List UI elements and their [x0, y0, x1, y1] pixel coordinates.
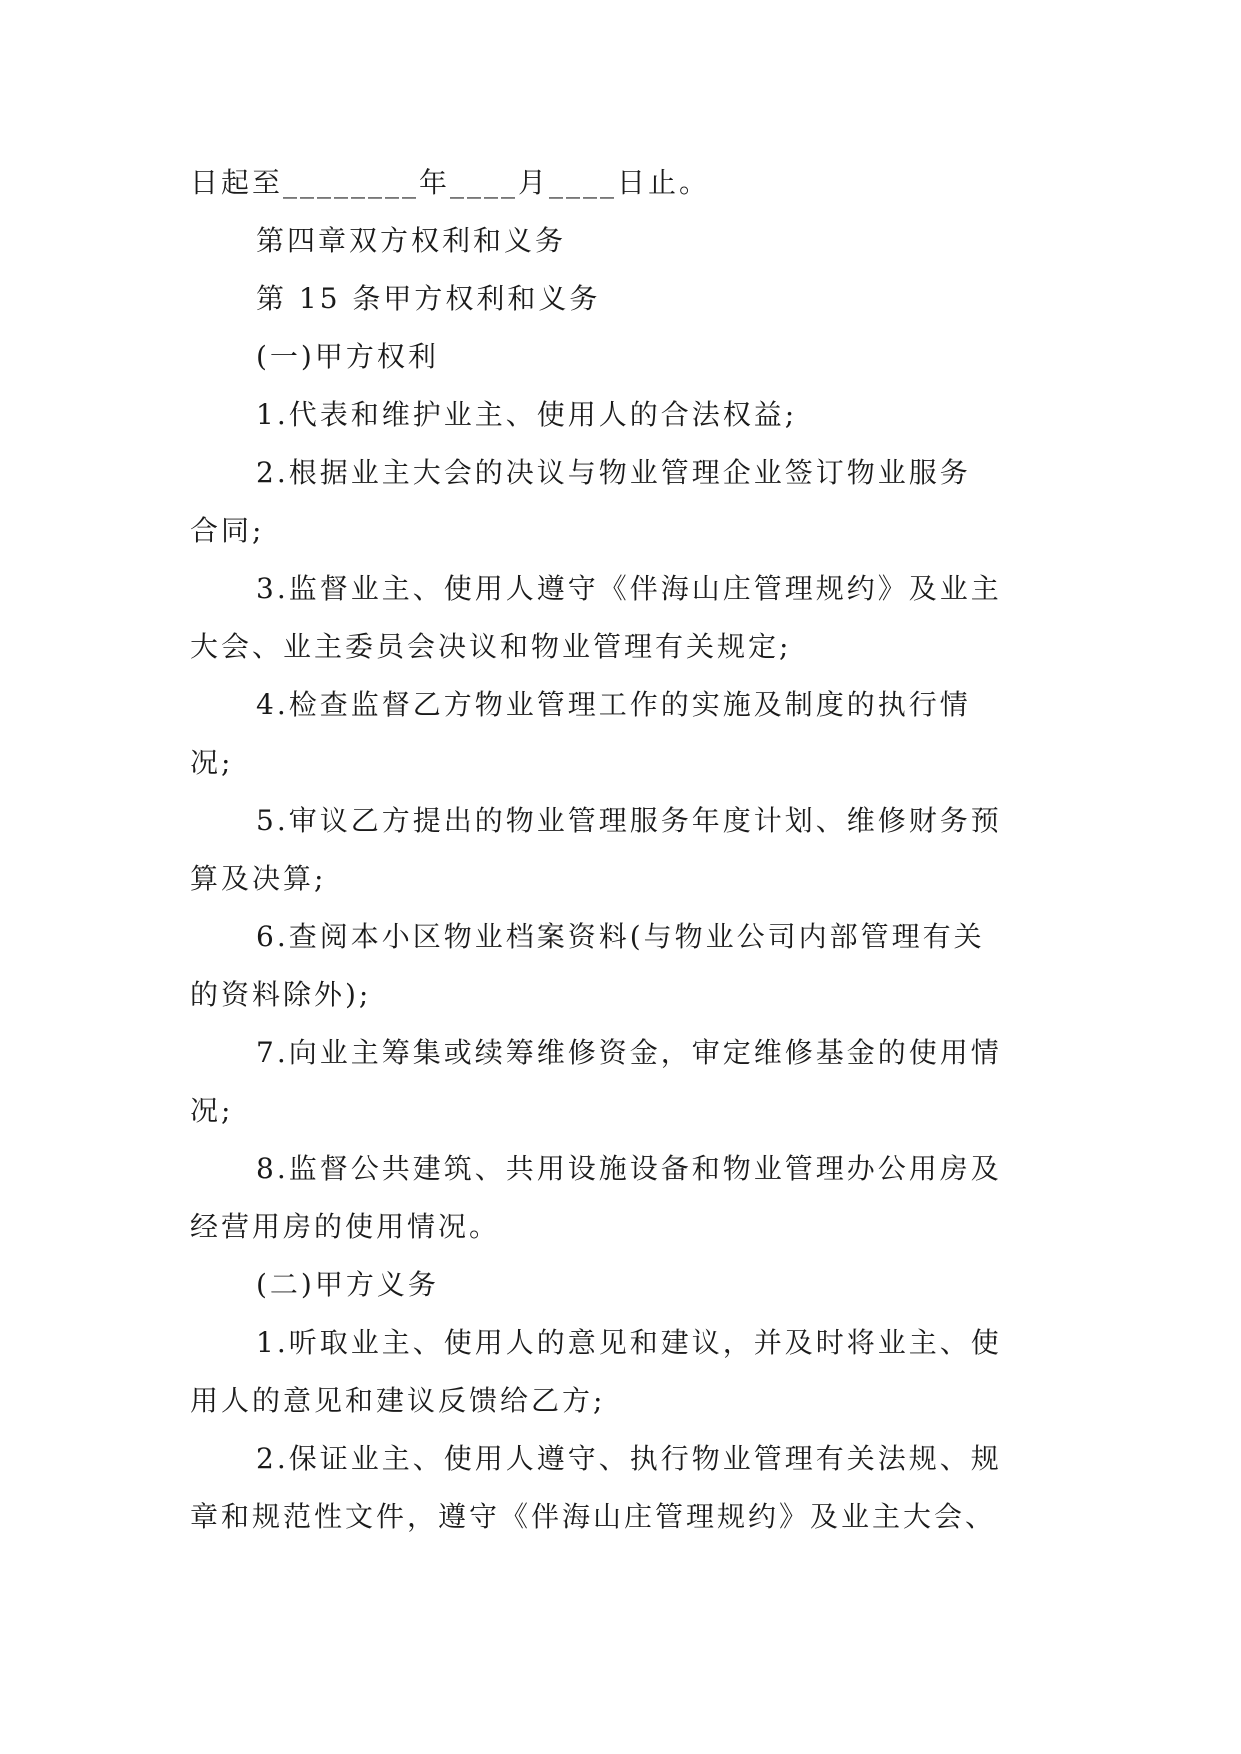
list-item: 6.查阅本小区物业档案资料(与物业公司内部管理有关	[256, 920, 985, 953]
list-item: 4.检查监督乙方物业管理工作的实施及制度的执行情	[256, 688, 971, 721]
list-item-continuation: 算及决算;	[190, 862, 327, 895]
article-heading: 第 15 条甲方权利和义务	[256, 282, 601, 315]
text-line: 日起至________年____月____日止。	[190, 166, 711, 199]
list-item-continuation: 章和规范性文件，遵守《伴海山庄管理规约》及业主大会、	[190, 1500, 997, 1533]
list-item-continuation: 大会、业主委员会决议和物业管理有关规定;	[190, 630, 792, 663]
list-item: 8.监督公共建筑、共用设施设备和物业管理办公用房及	[256, 1152, 1002, 1185]
list-item: 3.监督业主、使用人遵守《伴海山庄管理规约》及业主	[256, 572, 1002, 605]
list-item-continuation: 经营用房的使用情况。	[190, 1210, 501, 1243]
list-item: 1.代表和维护业主、使用人的合法权益;	[256, 398, 798, 431]
list-item-continuation: 况;	[190, 1094, 234, 1127]
list-item: 5.审议乙方提出的物业管理服务年度计划、维修财务预	[256, 804, 1002, 837]
list-item: 2.根据业主大会的决议与物业管理企业签订物业服务	[256, 456, 971, 489]
list-item-continuation: 的资料除外);	[190, 978, 372, 1011]
list-item-continuation: 况;	[190, 746, 234, 779]
section-heading: (一)甲方权利	[256, 340, 439, 373]
list-item-continuation: 用人的意见和建议反馈给乙方;	[190, 1384, 606, 1417]
section-heading: (二)甲方义务	[256, 1268, 439, 1301]
chapter-heading: 第四章双方权利和义务	[256, 224, 567, 257]
list-item: 2.保证业主、使用人遵守、执行物业管理有关法规、规	[256, 1442, 1002, 1475]
list-item: 7.向业主筹集或续筹维修资金，审定维修基金的使用情	[256, 1036, 1002, 1069]
list-item-continuation: 合同;	[190, 514, 265, 547]
list-item: 1.听取业主、使用人的意见和建议，并及时将业主、使	[256, 1326, 1002, 1359]
